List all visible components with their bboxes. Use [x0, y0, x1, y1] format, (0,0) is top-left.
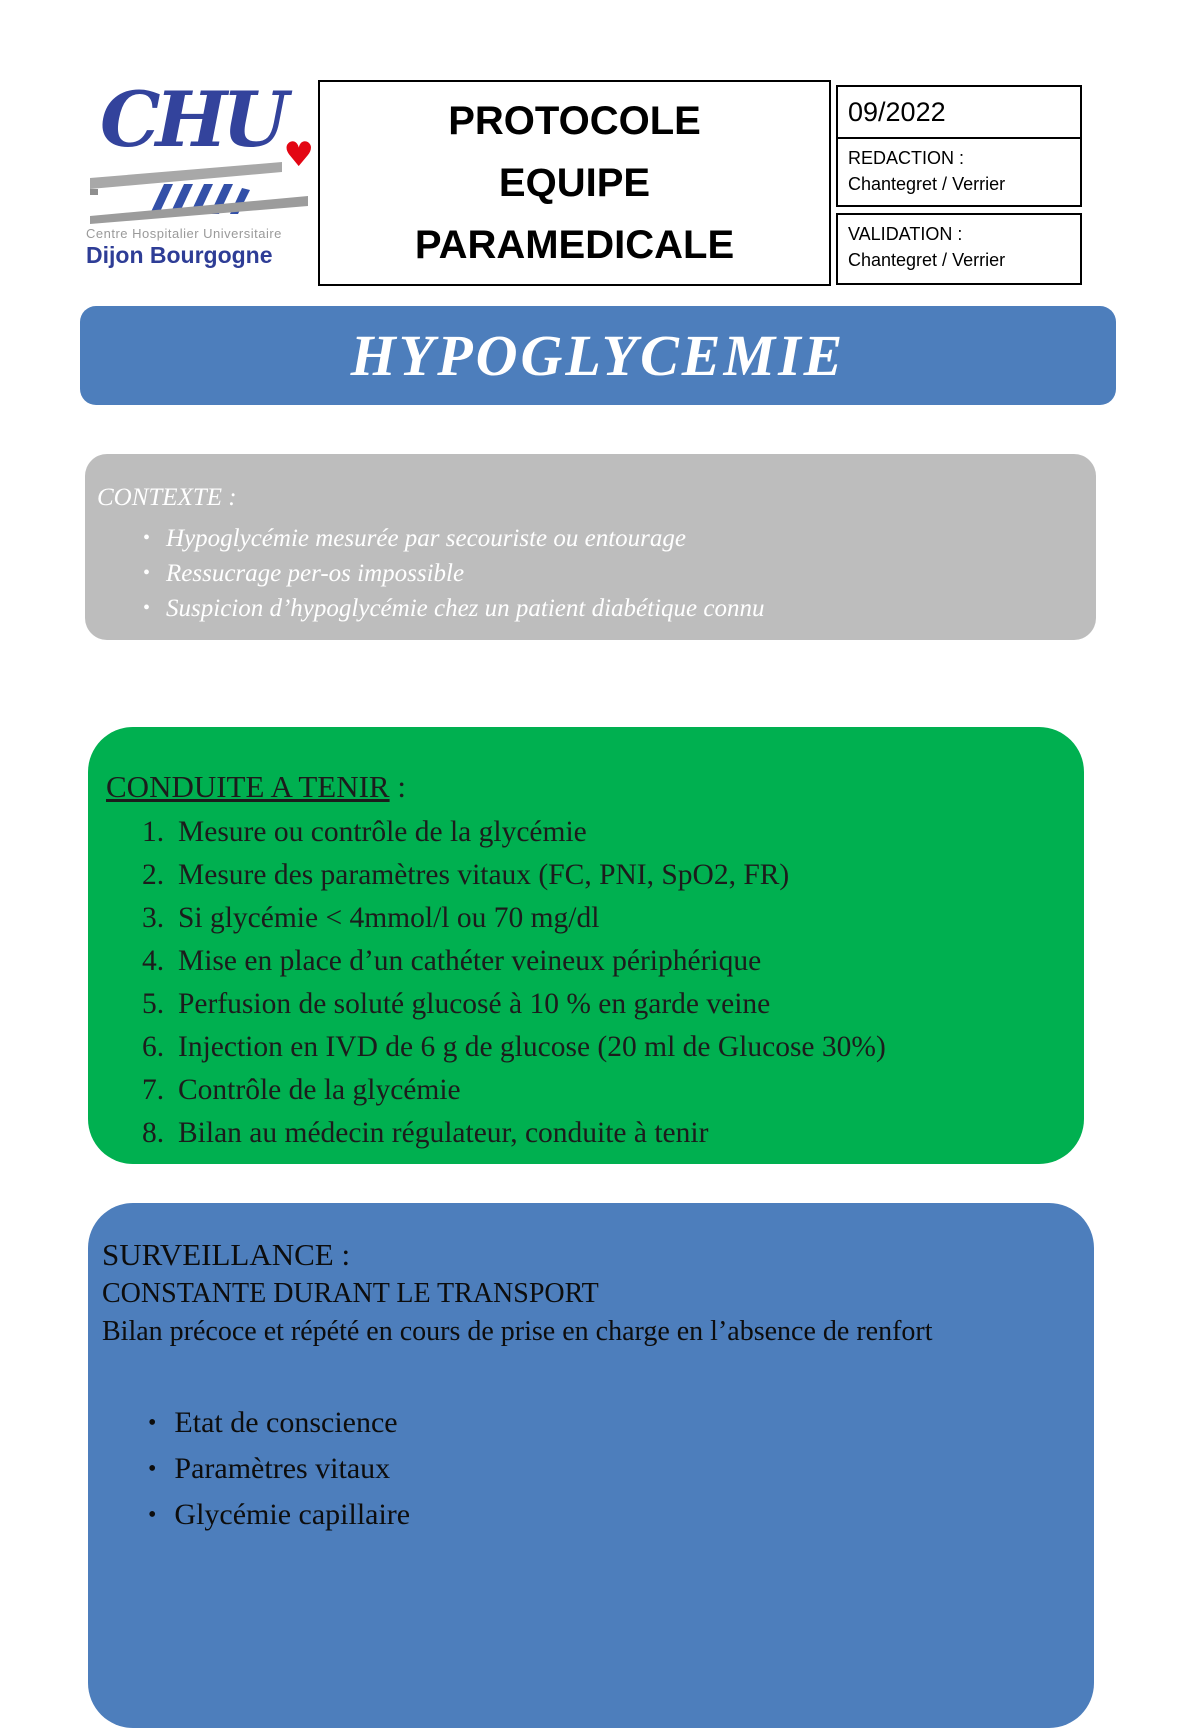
validation-label: VALIDATION : [848, 224, 963, 244]
step-text: Perfusion de soluté glucosé à 10 % en garde veine [178, 988, 771, 1020]
bullet-icon: • [148, 1502, 157, 1528]
conduite-label-colon: : [389, 769, 406, 804]
step-text: Mesure des paramètres vitaux (FC, PNI, SpO2, FR) [178, 859, 790, 891]
surveillance-section [88, 1203, 1094, 1728]
step-number: 3. [142, 902, 165, 934]
bullet-icon: • [143, 527, 151, 549]
redaction-value: Chantegret / Verrier [848, 174, 1006, 195]
validation-box [836, 213, 1082, 285]
title-banner [80, 306, 1116, 405]
contexte-item [143, 557, 1072, 592]
conduite-step [142, 1112, 1058, 1155]
contexte-label: CONTEXTE : [97, 484, 237, 511]
step-text: Contrôle de la glycémie [178, 1074, 461, 1106]
chu-logo-graphic [86, 135, 314, 224]
surveillance-item-text: Etat de conscience [174, 1406, 398, 1439]
redaction-box [836, 137, 1082, 207]
step-text: Injection en IVD de 6 g de glucose (20 ml de Glucose 30%) [178, 1031, 886, 1063]
conduite-label [106, 769, 1058, 805]
surveillance-title: SURVEILLANCE : [102, 1237, 351, 1272]
chu-logo [86, 75, 326, 269]
step-number: 4. [142, 945, 165, 977]
step-number: 8. [142, 1117, 165, 1149]
conduite-steps [106, 811, 1058, 1155]
date-box [836, 85, 1082, 139]
conduite-step [142, 1026, 1058, 1069]
document-date: 09/2022 [848, 96, 946, 127]
surveillance-item [148, 1493, 1054, 1539]
conduite-section [88, 727, 1084, 1164]
step-number: 2. [142, 859, 165, 891]
validation-value: Chantegret / Verrier [848, 250, 1006, 271]
contexte-item-text: Suspicion d’hypoglycémie chez un patient diabétique connu [166, 595, 765, 622]
protocol-title-line-1: PROTOCOLE [448, 98, 701, 143]
step-text: Mesure ou contrôle de la glycémie [178, 816, 587, 848]
chu-logo-city: Dijon Bourgogne [86, 242, 273, 269]
step-text: Bilan au médecin régulateur, conduite à tenir [178, 1117, 709, 1149]
step-text: Mise en place d’un cathéter veineux périphérique [178, 945, 762, 977]
chu-logo-acronym: CHU [100, 75, 284, 164]
step-number: 1. [142, 816, 165, 848]
surveillance-item [148, 1401, 1054, 1447]
redaction-label: REDACTION : [848, 148, 965, 168]
bullet-icon: • [148, 1456, 157, 1482]
contexte-item-text: Ressucrage per-os impossible [166, 560, 465, 587]
chu-logo-bars-icon [86, 158, 312, 224]
conduite-step [142, 1069, 1058, 1112]
contexte-item [143, 592, 1072, 627]
heart-icon: ♥ [283, 135, 314, 176]
surveillance-subtitle: CONSTANTE DURANT LE TRANSPORT [102, 1278, 599, 1309]
conduite-label-text: CONDUITE A TENIR [106, 769, 390, 804]
bullet-icon: • [148, 1410, 157, 1436]
bullet-icon: • [143, 562, 151, 584]
bullet-icon: • [143, 597, 151, 619]
step-number: 7. [142, 1074, 165, 1106]
protocol-title-line-3: PARAMEDICALE [414, 222, 735, 267]
conduite-step [142, 811, 1058, 854]
surveillance-list [102, 1401, 1054, 1539]
conduite-step [142, 854, 1058, 897]
chu-logo-subtitle: Centre Hospitalier Universitaire [86, 226, 282, 242]
surveillance-item [148, 1447, 1054, 1493]
contexte-list [97, 522, 1072, 627]
surveillance-description: Bilan précoce et répété en cours de prise en charge en l’absence de renfort [102, 1316, 933, 1347]
conduite-step [142, 983, 1058, 1026]
step-number: 5. [142, 988, 165, 1020]
contexte-item-text: Hypoglycémie mesurée par secouriste ou entourage [166, 525, 687, 552]
protocol-title-box [318, 80, 831, 286]
protocol-title-line-2: EQUIPE [498, 160, 651, 205]
surveillance-item-text: Glycémie capillaire [174, 1498, 411, 1531]
page-title: HYPOGLYCEMIE [350, 323, 846, 388]
surveillance-item-text: Paramètres vitaux [174, 1452, 391, 1485]
conduite-step [142, 897, 1058, 940]
contexte-item [143, 522, 1072, 557]
conduite-step [142, 940, 1058, 983]
step-text: Si glycémie < 4mmol/l ou 70 mg/dl [178, 902, 600, 934]
step-number: 6. [142, 1031, 165, 1063]
contexte-section [85, 454, 1096, 640]
document-meta [836, 85, 1082, 285]
